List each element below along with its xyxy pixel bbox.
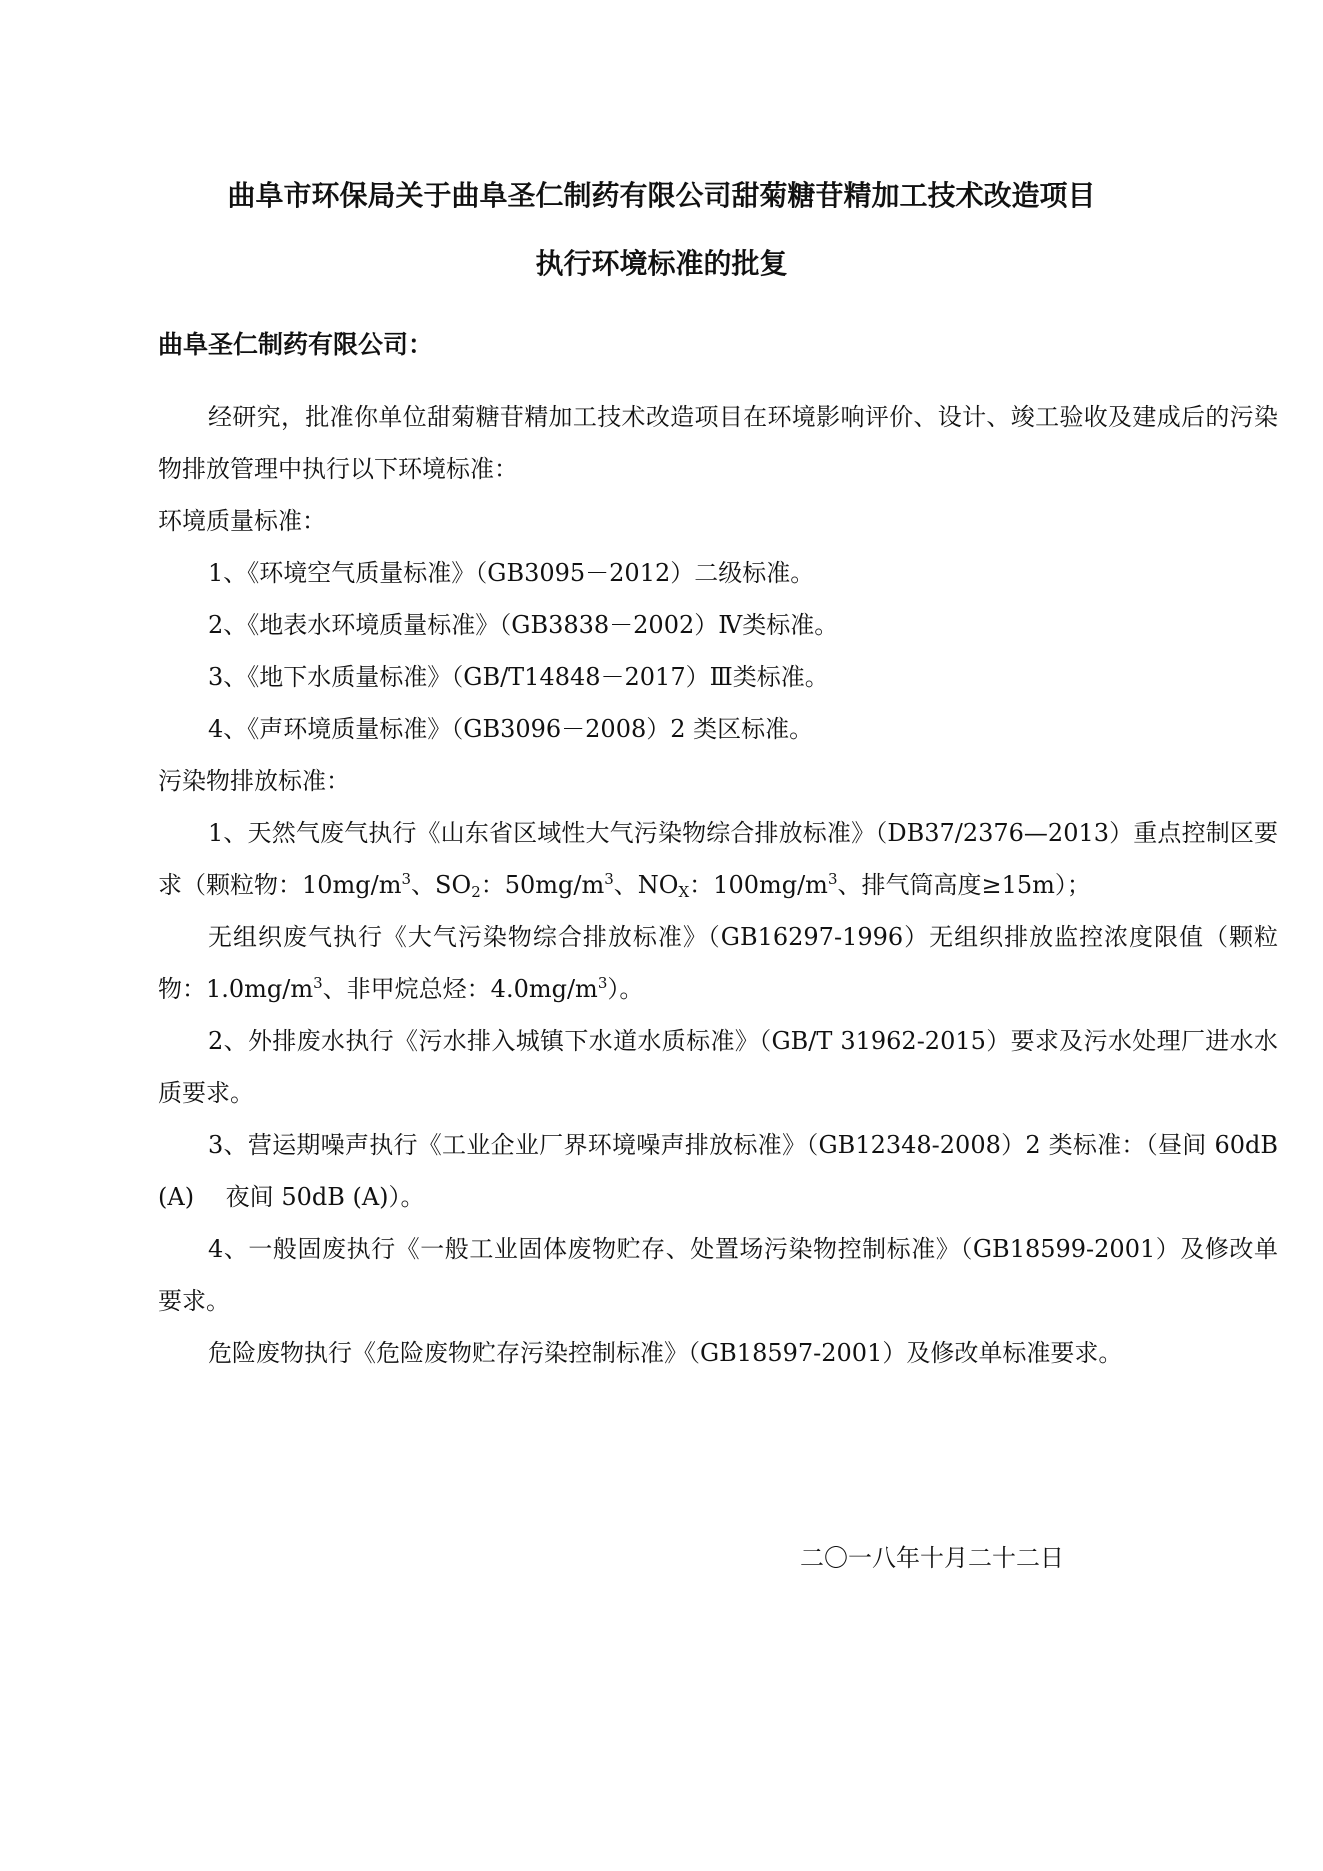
recipient-line: 曲阜圣仁制药有限公司： [158, 330, 434, 359]
emission-item-3: 3、营运期噪声执行《工业企业厂界环境噪声排放标准》（GB12348-2008）2 类标准：（昼间 60dB (A) 夜间 50dB (A)）。 [158, 1131, 1278, 1211]
document-body [158, 391, 1278, 1379]
emission-item-1b-text-c: ）。 [607, 975, 644, 1003]
emission-item-1 [158, 807, 1278, 911]
subscript: X [678, 883, 690, 901]
emission-item-1b-text-a: 无组织废气执行《大气污染物综合排放标准》（GB16297-1996）无组织排放监控浓度限值（颗粒物：1.0mg/m [158, 923, 1278, 1003]
emission-item-1-text-a: 1、天然气废气执行《山东省区域性大气污染物综合排放标准》（DB37/2376—2013）重点控制区要求（颗粒物：10mg/m [158, 819, 1278, 899]
emission-item-4: 4、一般固废执行《一般工业固体废物贮存、处置场污染物控制标准》（GB18599-2001）及修改单要求。 [158, 1235, 1278, 1315]
quality-item-1: 1、《环境空气质量标准》（GB3095－2012）二级标准。 [208, 559, 815, 587]
quality-item-2: 2、《地表水环境质量标准》（GB3838－2002）Ⅳ类标准。 [208, 611, 839, 639]
document-title-line2: 执行环境标准的批复 [535, 247, 788, 280]
emission-item-1-text-b: 、SO [411, 871, 472, 899]
superscript: 3 [827, 870, 838, 888]
emission-item-4b: 危险废物执行《危险废物贮存污染控制标准》（GB18597-2001）及修改单标准要求。 [208, 1339, 1123, 1367]
emission-item-1b-text-b: 、非甲烷总烃：4.0mg/m [322, 975, 598, 1003]
superscript: 3 [604, 870, 614, 888]
document-title-line1: 曲阜市环保局关于曲阜圣仁制药有限公司甜菊糖苷精加工技术改造项目 [227, 179, 1096, 212]
emission-item-2: 2、外排废水执行《污水排入城镇下水道水质标准》（GB/T 31962-2015）要求及污水处理厂进水水质要求。 [158, 1027, 1278, 1107]
quality-item-4: 4、《声环境质量标准》（GB3096－2008）2 类区标准。 [208, 715, 814, 743]
document-date: 二〇一八年十月二十二日 [800, 1544, 1064, 1572]
intro-paragraph: 经研究，批准你单位甜菊糖苷精加工技术改造项目在环境影响评价、设计、竣工验收及建成后的污染物排放管理中执行以下环境标准： [158, 403, 1278, 483]
emission-item-1-text-e: ：100mg/m [689, 871, 828, 899]
emission-item-1-text-d: 、NO [613, 871, 679, 899]
emission-item-1-text-c: ：50mg/m [480, 871, 605, 899]
quality-item-3: 3、《地下水质量标准》（GB/T14848－2017）Ⅲ类标准。 [208, 663, 829, 691]
emission-item-1-text-f: 、排气筒高度≥15m）； [837, 871, 1091, 899]
subscript: 2 [471, 883, 481, 901]
emission-item-1b [158, 911, 1278, 1015]
superscript: 3 [313, 974, 323, 992]
superscript: 3 [401, 870, 412, 888]
emission-standards-heading: 污染物排放标准： [158, 767, 350, 795]
superscript: 3 [597, 974, 608, 992]
quality-standards-heading: 环境质量标准： [158, 507, 326, 535]
